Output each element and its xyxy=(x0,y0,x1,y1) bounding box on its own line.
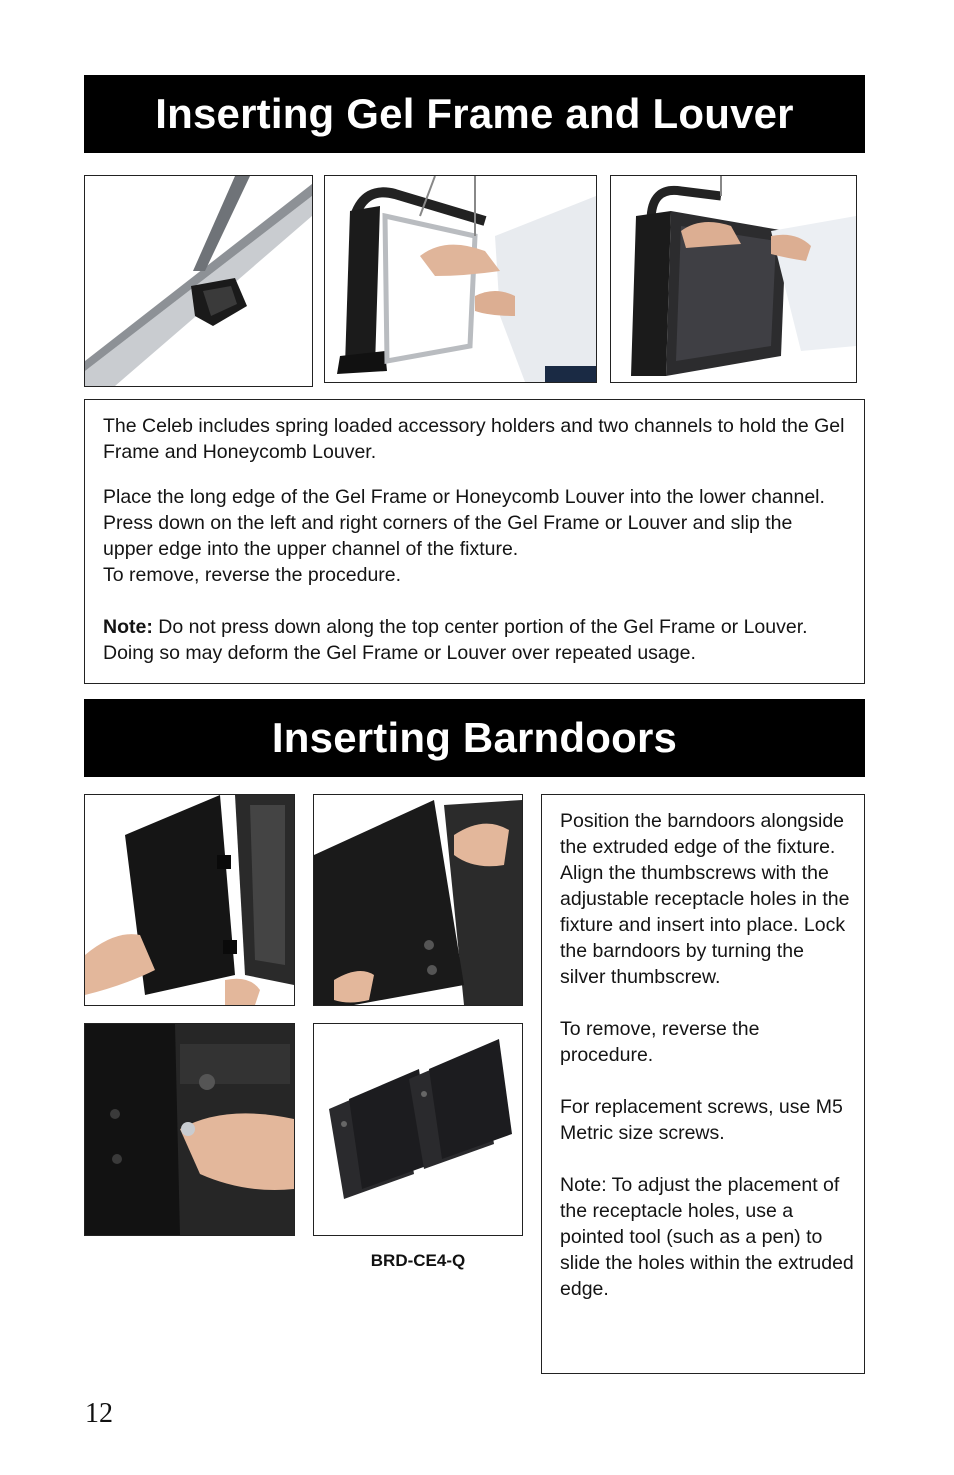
photo-gel-frame-insertion xyxy=(324,175,597,383)
gel-frame-instructions xyxy=(84,399,865,684)
section-title-gel-frame-text: Inserting Gel Frame and Louver xyxy=(155,90,794,137)
page-number: 12 xyxy=(85,1398,113,1429)
photo-barndoor-position xyxy=(84,794,295,1006)
section-title-barndoors xyxy=(84,699,865,777)
barndoor-model-label: BRD-CE4-Q xyxy=(370,1251,466,1270)
photo-gel-frame-channel-closeup xyxy=(84,175,313,387)
section-title-gel-frame xyxy=(84,75,865,153)
barndoor-instructions xyxy=(541,794,865,1374)
photo-barndoor-align xyxy=(313,794,523,1006)
barndoor-remove-paragraph: To remove, reverse the procedure. xyxy=(560,1018,760,1066)
barndoor-steps-paragraph: Position the barndoors alongside the extruded edge of the fixture. Align the thumbscrews with the adjustable receptacle holes in the fixture and insert into place. Lock the barndoors by turning the silver thumbscrew. xyxy=(560,810,850,988)
barndoor-screws-paragraph: For replacement screws, use M5 Metric size screws. xyxy=(560,1096,843,1144)
gel-note-paragraph xyxy=(103,614,846,666)
photo-gel-frame-seated xyxy=(610,175,857,383)
barndoor-note-paragraph: Note: To adjust the placement of the receptacle holes, use a pointed tool (such as a pen) to slide the holes within the extruded edge. xyxy=(560,1174,854,1300)
gel-intro-paragraph: The Celeb includes spring loaded accessory holders and two channels to hold the Gel Frame and Honeycomb Louver. xyxy=(103,415,845,463)
photo-barndoor-set xyxy=(313,1023,523,1236)
gel-remove-text: To remove, reverse the procedure. xyxy=(103,564,402,586)
gel-note-label: Note: xyxy=(103,616,153,638)
gel-steps-text: Place the long edge of the Gel Frame or Honeycomb Louver into the lower channel. Press down on the left and right corners of the Gel Frame or Louver and slip the upper edge into the upper channel of the fixture. xyxy=(103,486,825,560)
photo-barndoor-thumbscrew xyxy=(84,1023,295,1236)
gel-steps-paragraph xyxy=(103,484,846,588)
section-title-barndoors-text: Inserting Barndoors xyxy=(271,714,678,761)
gel-note-text: Do not press down along the top center portion of the Gel Frame or Louver. Doing so may deform the Gel Frame or Louver over repeated usage. xyxy=(103,616,808,664)
